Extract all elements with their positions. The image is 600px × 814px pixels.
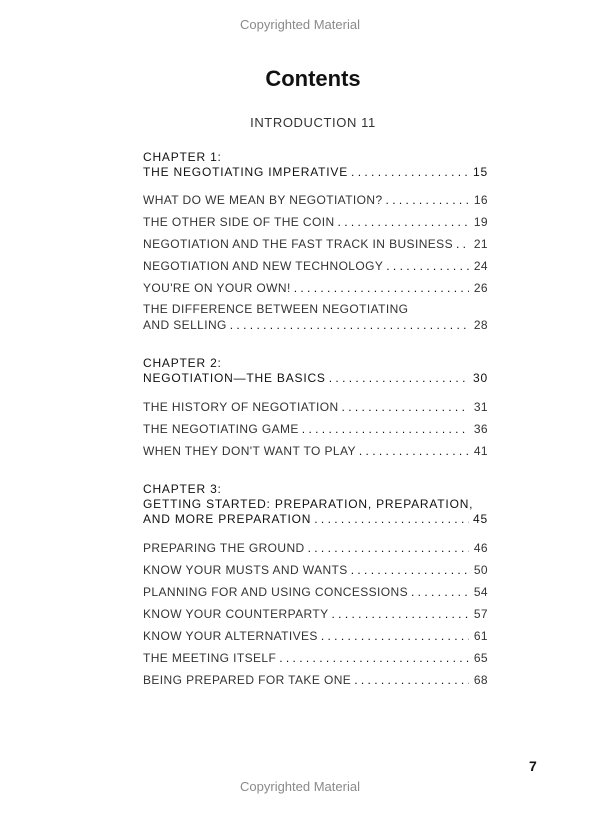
dot-leader: [411, 585, 469, 600]
toc-entry: [143, 541, 488, 556]
entry-page: 16: [473, 193, 488, 207]
toc-entry: [143, 629, 488, 644]
dot-leader: [279, 651, 469, 666]
chapter-number: CHAPTER 2:: [143, 356, 222, 370]
entry-page: 36: [473, 422, 488, 436]
chapter-page: 45: [473, 512, 488, 526]
entry-page: 46: [473, 541, 488, 555]
toc-entry: [143, 585, 488, 600]
dot-leader: [354, 673, 469, 688]
toc-entry: [143, 400, 488, 415]
entry-title-line: THE DIFFERENCE BETWEEN NEGOTIATING: [143, 302, 409, 316]
chapter-heading: [143, 482, 488, 527]
dot-leader: [331, 607, 469, 622]
entry-title: AND SELLING: [143, 318, 227, 332]
chapter-heading: [143, 356, 488, 386]
chapter-title: AND MORE PREPARATION: [143, 512, 312, 526]
entry-title: WHEN THEY DON'T WANT TO PLAY: [143, 444, 356, 458]
entry-title: WHAT DO WE MEAN BY NEGOTIATION?: [143, 193, 383, 207]
entry-page: 61: [473, 629, 488, 643]
toc-entry: [143, 651, 488, 666]
watermark-bottom: Copyrighted Material: [240, 779, 360, 794]
dot-leader: [314, 512, 469, 527]
toc-entry: [143, 237, 488, 252]
entry-page: 57: [473, 607, 488, 621]
dot-leader: [342, 400, 469, 415]
toc-entry: [143, 422, 488, 437]
dot-leader: [351, 165, 469, 180]
dot-leader: [338, 215, 469, 230]
toc-entry: [143, 301, 488, 333]
chapter-title: THE NEGOTIATING IMPERATIVE: [143, 165, 349, 179]
dot-leader: [294, 281, 469, 296]
toc-entry: [143, 193, 488, 208]
dot-leader: [386, 193, 469, 208]
dot-leader: [308, 541, 469, 556]
toc-entry: [143, 444, 488, 459]
entry-title: NEGOTIATION AND THE FAST TRACK IN BUSINESS: [143, 237, 453, 251]
entry-title: PLANNING FOR AND USING CONCESSIONS: [143, 585, 408, 599]
chapter-heading: [143, 150, 488, 180]
toc-introduction: INTRODUCTION 11: [250, 115, 376, 130]
dot-leader: [456, 237, 469, 252]
chapter-title: NEGOTIATION—THE BASICS: [143, 371, 326, 385]
entry-page: 26: [473, 281, 488, 295]
entry-title: KNOW YOUR ALTERNATIVES: [143, 629, 318, 643]
entry-title: YOU'RE ON YOUR OWN!: [143, 281, 291, 295]
chapter-number: CHAPTER 1:: [143, 150, 222, 164]
page-title: Contents: [265, 66, 361, 91]
toc-entry: [143, 673, 488, 688]
chapter-title-line: [143, 371, 488, 386]
entry-page: 65: [473, 651, 488, 665]
entry-title: THE NEGOTIATING GAME: [143, 422, 299, 436]
dot-leader: [321, 629, 469, 644]
dot-leader: [386, 259, 469, 274]
entry-page: 24: [473, 259, 488, 273]
page-number: 7: [529, 758, 537, 774]
chapter-page: 15: [473, 165, 488, 179]
entry-title: THE OTHER SIDE OF THE COIN: [143, 215, 335, 229]
entry-page: 41: [473, 444, 488, 458]
toc-entry: [143, 259, 488, 274]
entry-page: 50: [473, 563, 488, 577]
chapter-title-line: [143, 512, 488, 527]
dot-leader: [230, 317, 469, 333]
toc-entry: [143, 281, 488, 296]
entry-title: KNOW YOUR COUNTERPARTY: [143, 607, 329, 621]
entry-page: 19: [473, 215, 488, 229]
chapter-title-line: GETTING STARTED: PREPARATION, PREPARATION,: [143, 497, 474, 511]
toc-entry: [143, 607, 488, 622]
entry-page: 21: [473, 237, 488, 251]
dot-leader: [359, 444, 469, 459]
entry-title: THE MEETING ITSELF: [143, 651, 277, 665]
entry-page: 31: [473, 400, 488, 414]
entry-title: PREPARING THE GROUND: [143, 541, 305, 555]
entry-title: NEGOTIATION AND NEW TECHNOLOGY: [143, 259, 384, 273]
watermark-top: Copyrighted Material: [240, 17, 360, 32]
toc-entry: [143, 563, 488, 578]
dot-leader: [351, 563, 469, 578]
dot-leader: [329, 371, 469, 386]
chapter-title-line: [143, 165, 488, 180]
toc-entry: [143, 215, 488, 230]
dot-leader: [302, 422, 469, 437]
entry-page: 54: [473, 585, 488, 599]
entry-title: KNOW YOUR MUSTS AND WANTS: [143, 563, 348, 577]
entry-page: 68: [473, 673, 488, 687]
entry-title: THE HISTORY OF NEGOTIATION: [143, 400, 339, 414]
entry-title: BEING PREPARED FOR TAKE ONE: [143, 673, 352, 687]
chapter-number: CHAPTER 3:: [143, 482, 222, 496]
chapter-page: 30: [473, 371, 488, 385]
entry-title-line: [143, 317, 488, 333]
entry-page: 28: [473, 318, 488, 332]
